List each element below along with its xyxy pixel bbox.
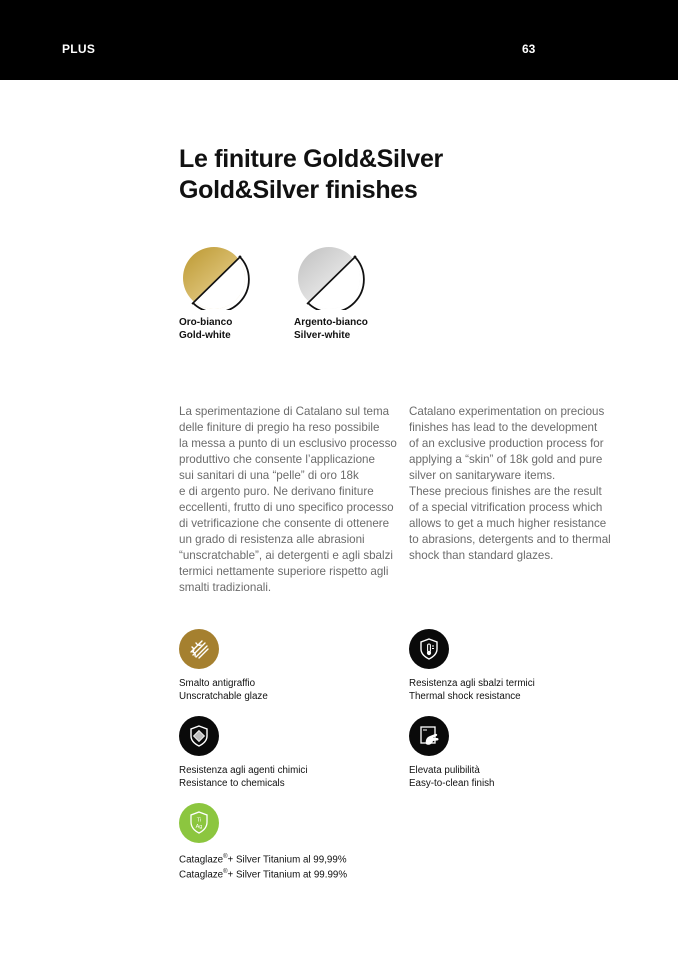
text-line: e di argento puro. Ne derivano finiture (179, 485, 374, 498)
cleaning-hand-icon (409, 716, 449, 756)
feature-label-en (179, 866, 399, 881)
page-header (0, 0, 678, 80)
text-line: Catalano experimentation on precious (409, 405, 605, 418)
chemical-shield-icon (179, 716, 219, 756)
text-line: di vetrificazione che consente di ottenere (179, 517, 390, 530)
feature-unscratchable (179, 629, 399, 703)
feature-thermal-shock (409, 629, 629, 703)
feature-label-en: Resistance to chemicals (179, 778, 285, 789)
feature-label-en: Thermal shock resistance (409, 691, 521, 702)
text-line: eccellenti, frutto di uno specifico processo (179, 501, 394, 514)
text-line: un grado di resistenza alle abrasioni (179, 533, 365, 546)
feature-label-it: Resistenza agli agenti chimici (179, 765, 308, 776)
badge-top-text: Ti (196, 817, 202, 824)
text-line: finishes has lead to the development (409, 421, 598, 434)
feature-silver-titanium (179, 803, 399, 882)
thermal-shield-icon (409, 629, 449, 669)
brand-name: Cataglaze (179, 854, 224, 866)
text-line: “unscratchable”, ai detergenti e agli sbalzi (179, 549, 393, 562)
text-line: shock than standard glazes. (409, 549, 554, 562)
text-line: silver on sanitaryware items. (409, 469, 556, 482)
registered-mark: ® (223, 854, 228, 860)
text-line: produttivo che consente l’applicazione (179, 453, 375, 466)
text-line: smalti tradizionali. (179, 581, 272, 594)
title-english: Gold&Silver finishes (179, 176, 418, 204)
text-line: applying a “skin” of 18k gold and pure (409, 453, 603, 466)
title-italian: Le finiture Gold&Silver (179, 145, 443, 173)
page-number: 63 (522, 42, 536, 56)
section-label: PLUS (62, 42, 96, 56)
text-line: allows to get a much higher resistance (409, 517, 607, 530)
swatch-gold-label-en: Gold-white (179, 330, 231, 341)
text-line: of an exclusive production process for (409, 437, 604, 450)
feature-easy-clean (409, 716, 629, 790)
feature-chemicals (179, 716, 399, 790)
feature-label-en: Unscratchable glaze (179, 691, 268, 702)
text-line: sui sanitari di una “pelle” di oro 18k (179, 469, 359, 482)
feature-label-it: Smalto antigraffio (179, 678, 256, 689)
silver-titanium-icon (179, 803, 219, 843)
feature-label-it: Elevata pulibilità (409, 765, 480, 776)
gold-white-swatch-icon (179, 246, 253, 310)
text-line: These precious finishes are the result (409, 485, 602, 498)
swatch-gold-white (179, 246, 299, 342)
registered-mark: ® (223, 869, 228, 876)
swatch-silver-label-it: Argento-bianco (294, 317, 368, 328)
feature-label-it-rest: + Silver Titanium al 99,99% (227, 854, 347, 866)
text-line: la messa a punto di un esclusivo processo (179, 437, 397, 450)
swatch-silver-label-en: Silver-white (294, 330, 351, 341)
silver-white-swatch-icon (294, 246, 368, 310)
scratch-icon (179, 629, 219, 669)
feature-label-it (179, 851, 399, 866)
swatch-gold-label-it: Oro-bianco (179, 317, 233, 328)
feature-label-en-rest: + Silver Titanium at 99.99% (227, 869, 348, 881)
text-line: termici nettamente superiore rispetto agli (179, 565, 389, 578)
body-text-english (409, 404, 631, 564)
badge-bottom-text: Ag (195, 824, 203, 830)
text-line: delle finiture di pregio ha reso possibile (179, 421, 380, 434)
text-line: to abrasions, detergents and to thermal (409, 533, 611, 546)
feature-label-it: Resistenza agli sbalzi termici (409, 678, 535, 689)
text-line: of a special vitrification process which (409, 501, 603, 514)
swatch-silver-white (294, 246, 414, 342)
body-text-italian (179, 404, 401, 596)
feature-label-en: Easy-to-clean finish (409, 778, 495, 789)
page-title (179, 144, 579, 206)
brand-name: Cataglaze (179, 869, 224, 881)
text-line: La sperimentazione di Catalano sul tema (179, 405, 390, 418)
